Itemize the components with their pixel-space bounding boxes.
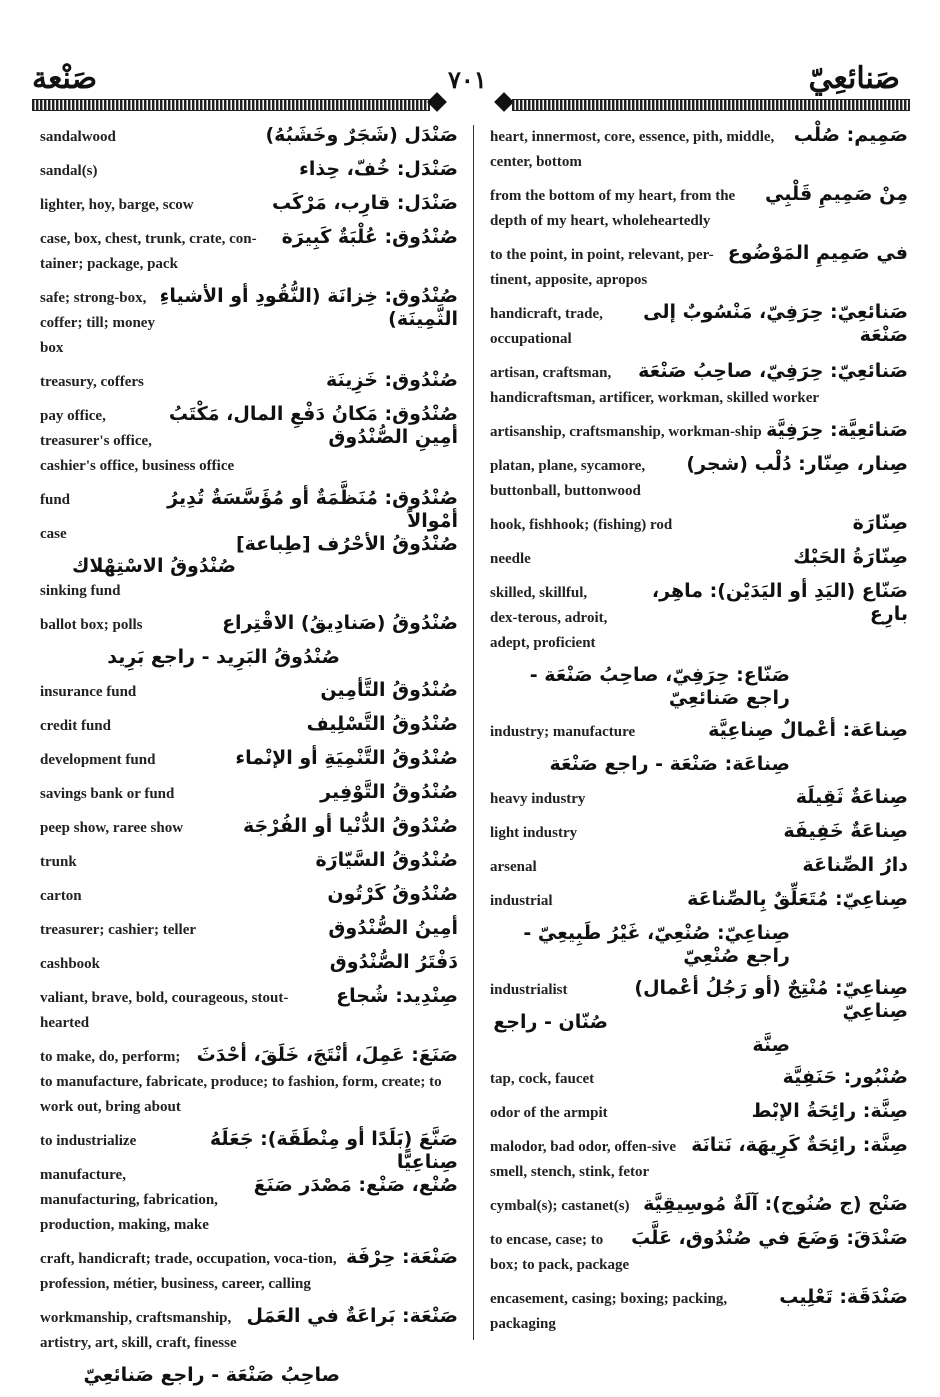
dictionary-entry: [40, 403, 458, 478]
dictionary-entry: [490, 580, 908, 655]
arabic-headword: صِنْدِيد: شُجاع: [336, 985, 458, 1007]
english-definition: artisan, craftsman, handicraftsman, artificer, workman, skilled worker: [490, 365, 820, 406]
dictionary-entry: [490, 719, 908, 744]
arabic-headword: صَنائعِيَّة: حِرَفِيَّة: [766, 419, 908, 441]
arabic-headword: في صَمِيمِ المَوْضُوع: [727, 242, 908, 264]
arabic-headword: صَنْدَقَة: تَعْلِيب: [779, 1286, 908, 1308]
arabic-headword: صِنَّة: رائِحَةُ الإبْط: [751, 1100, 908, 1122]
dictionary-entry: [40, 1162, 458, 1237]
column-divider: [473, 125, 474, 1340]
arabic-headword: صَنْدَل: قارِب، مَرْكَب: [272, 192, 458, 214]
english-definition: pay office, treasurer's office, cashier's office, business office: [40, 408, 235, 474]
dictionary-entry: [40, 747, 458, 772]
dictionary-entry: [40, 951, 458, 976]
english-definition: industrial: [490, 893, 553, 909]
dictionary-entry: [490, 183, 908, 233]
dictionary-entry: [490, 786, 908, 811]
english-definition: tap, cock, faucet: [490, 1071, 595, 1087]
english-definition: carton: [40, 888, 82, 904]
arabic-headword: صُنْدُوق: عُلْبَةٌ كَبِيرَة: [281, 226, 458, 248]
right-running-headword: صَنائعِيّ: [808, 61, 900, 96]
arabic-headword: صَنّاع: حِرَفِيّ، صاحِبُ صَنْعَة - راجع صَنائعِيّ: [529, 664, 790, 709]
dictionary-entry: [40, 285, 458, 360]
english-definition: case, box, chest, trunk, crate, con-tainer; package, pack: [40, 231, 257, 272]
english-definition: heavy industry: [490, 791, 586, 807]
arabic-headword: أمِينُ الصُّنْدُوق: [328, 917, 458, 939]
arabic-headword: صُنْدُوقُ السَّيّارَة: [315, 849, 458, 871]
dictionary-entry: [490, 546, 908, 571]
dictionary-entry: [40, 713, 458, 738]
arabic-headword: صَمِيم: صُلْب: [793, 124, 908, 146]
arabic-headword: صِناعَة: أعْمالٌ صِناعِيَّة: [708, 719, 908, 741]
dictionary-entry: [40, 1305, 458, 1355]
arabic-headword: صَنَعَ: عَمِلَ، أنْتَجَ، خَلَقَ، أحْدَثَ: [196, 1044, 458, 1066]
dictionary-entry: [490, 664, 908, 710]
english-definition: hook, fishhook; (fishing) rod: [490, 517, 673, 533]
english-definition: heart, innermost, core, essence, pith, middle, center, bottom: [490, 129, 775, 170]
arabic-headword: صاحِبُ صَنْعَة - راجع صَنائعِيّ: [83, 1364, 340, 1386]
arabic-headword: صَنائعِيّ: حِرَفِيّ، مَنْسُوبٌ إلى صَنْعَة: [643, 301, 908, 346]
english-definition: ballot box; polls: [40, 617, 143, 633]
english-definition: sandalwood: [40, 129, 116, 145]
rule-diamond-ornament: [427, 92, 447, 112]
dictionary-entry: [40, 646, 458, 670]
arabic-headword: صِناعَةٌ خَفِيفَة: [783, 820, 908, 842]
arabic-headword: صِنَّة: رائِحَةٌ كَرِيهَة، نَتانَة: [691, 1134, 908, 1156]
header-rule-left: [32, 99, 430, 111]
dictionary-entry: [40, 124, 458, 149]
dictionary-entry: [40, 883, 458, 908]
english-definition: to encase, case; to box; to pack, package: [490, 1232, 630, 1273]
arabic-headword: صَنّاع (اليَدِ أو اليَدَيْن): ماهِر، بارِع: [651, 580, 908, 625]
english-definition: light industry: [490, 825, 578, 841]
dictionary-entry: [490, 888, 908, 913]
english-definition: industrialist: [490, 982, 568, 998]
english-definition: development fund: [40, 752, 156, 768]
arabic-headword: صُنْع، صَنْع: مَصْدَر صَنَعَ: [253, 1174, 458, 1196]
english-definition: to make, do, perform; to manufacture, fabricate, produce; to fashion, form, create; to work out, bring about: [40, 1049, 442, 1115]
english-definition: to industrialize: [40, 1133, 137, 1149]
dictionary-entry: [40, 226, 458, 276]
arabic-headword: صَنْدَقَ: وَضَعَ في صُنْدُوق، عَلَّبَ: [631, 1227, 908, 1249]
arabic-headword: صُنْدُوقُ الأحْرُف [طِباعة]: [235, 533, 458, 555]
dictionary-entry: [40, 487, 458, 532]
rule-diamond-ornament: [494, 92, 514, 112]
left-column: [40, 124, 458, 1397]
dictionary-entry: [490, 753, 908, 777]
dictionary-entry: [40, 917, 458, 942]
arabic-headword: صَنَّعَ (بَلَدًا أو مِنْطَقَة): جَعَلَهُ صِناعِيًّا: [209, 1128, 458, 1173]
left-running-headword: صَنْعة: [32, 61, 98, 96]
arabic-headword: صُنْبُور: حَنَفِيَّة: [782, 1066, 908, 1088]
dictionary-entry: [490, 124, 908, 174]
english-definition: arsenal: [490, 859, 537, 875]
english-definition: workmanship, craftsmanship, artistry, art, skill, craft, finesse: [40, 1310, 237, 1351]
dictionary-entry: [490, 1011, 908, 1057]
page-header: [0, 55, 940, 105]
dictionary-entry: [490, 360, 908, 410]
arabic-headword: صِنار، صِنّار: دُلْب (شجر): [686, 453, 908, 475]
english-definition: safe; strong-box, coffer; till; money box: [40, 290, 155, 356]
dictionary-entry: [490, 922, 908, 968]
dictionary-entry: [40, 679, 458, 704]
dictionary-entry: [40, 1044, 458, 1119]
arabic-headword: صُنْدُوقُ الدُّنْيا أو الفُرْجَة: [242, 815, 458, 837]
arabic-headword: صُنْدُوقُ (صَنادِيقُ) الاقْتِراع: [222, 612, 458, 634]
dictionary-entry: [40, 612, 458, 637]
arabic-headword: مِنْ صَمِيمِ قَلْبِي: [764, 183, 908, 205]
arabic-headword: دَفْتَرُ الصُّنْدُوق: [329, 951, 458, 973]
arabic-headword: صُنْدُوق: خَزِينَة: [325, 369, 458, 391]
english-definition: valiant, brave, bold, courageous, stout-hearted: [40, 990, 289, 1031]
dictionary-entry: [40, 1246, 458, 1296]
english-definition: treasury, coffers: [40, 374, 144, 390]
arabic-headword: صِنّارَةُ الحَبْك: [793, 546, 908, 568]
english-definition: handicraft, trade, occupational: [490, 306, 603, 347]
dictionary-entry: [490, 854, 908, 879]
arabic-headword: صَنْعَة: بَراعَةٌ في العَمَل: [246, 1305, 458, 1327]
english-definition: skilled, skillful, dex-terous, adroit, adept, proficient: [490, 585, 608, 651]
dictionary-entry: [490, 453, 908, 503]
arabic-headword: صُنْدُوق: خِزانَة (النُّقُودِ أو الأشياءِ الثَّمِينَة): [159, 285, 458, 330]
english-definition: needle: [490, 551, 531, 567]
arabic-headword: صَنْعَة: حِرْفَة: [345, 1246, 458, 1268]
english-definition: odor of the armpit: [490, 1105, 608, 1121]
dictionary-entry: [490, 419, 908, 444]
english-definition: malodor, bad odor, offen-sive smell, stench, stink, fetor: [490, 1139, 676, 1180]
dictionary-entry: [490, 977, 908, 1022]
arabic-headword: صُنّان - راجع صِنَّة: [493, 1011, 790, 1056]
arabic-headword: صُنْدُوق: مُنَظَّمَةٌ أو مُؤَسَّسَةٌ تُدِيرُ أمْوالاً: [167, 487, 458, 532]
dictionary-entry: [490, 1066, 908, 1091]
dictionary-entry: [40, 815, 458, 840]
english-definition: cymbal(s); castanet(s): [490, 1198, 630, 1214]
english-definition: cashbook: [40, 956, 101, 972]
arabic-headword: صِناعَةٌ ثَقِيلَة: [795, 786, 908, 808]
dictionary-entry: [40, 192, 458, 217]
arabic-headword: صَنْدَل (شَجَرٌ وخَشَبُهُ): [265, 124, 458, 146]
english-definition: treasurer; cashier; teller: [40, 922, 197, 938]
dictionary-entry: [490, 820, 908, 845]
arabic-headword: صَنْدَل: خُفّ، حِذاء: [299, 158, 458, 180]
english-definition: manufacture, manufacturing, fabrication, production, making, make: [40, 1167, 218, 1233]
dictionary-entry: [40, 158, 458, 183]
english-definition: peep show, raree show: [40, 820, 184, 836]
dictionary-entry: [490, 1100, 908, 1125]
arabic-headword: صُنْدُوقُ التَّسْلِيف: [306, 713, 458, 735]
dictionary-entry: [40, 521, 458, 555]
dictionary-entry: [40, 369, 458, 394]
arabic-headword: صِناعِيّ: مُنْتِجٌ (أو رَجُلُ أعْمال) صِناعِيّ: [634, 977, 908, 1022]
english-definition: credit fund: [40, 718, 111, 734]
dictionary-entry: [490, 301, 908, 351]
header-rule-right: [512, 99, 910, 111]
page-number: ٧٠١: [448, 65, 487, 94]
dictionary-entry: [40, 985, 458, 1035]
dictionary-entry: [490, 1134, 908, 1184]
dictionary-entry: [490, 1286, 908, 1336]
dictionary-entry: [40, 781, 458, 806]
english-definition: savings bank or fund: [40, 786, 175, 802]
arabic-headword: صِنّارَة: [852, 512, 908, 534]
dictionary-entry: [40, 1364, 458, 1388]
dictionary-entry: [490, 1227, 908, 1277]
arabic-headword: صَنائعِيّ: حِرَفِيّ، صاحِبُ صَنْعَة: [638, 360, 908, 382]
english-definition: artisanship, craftsmanship, workman-ship: [490, 424, 762, 440]
english-definition: insurance fund: [40, 684, 137, 700]
dictionary-entry: [490, 242, 908, 292]
dictionary-entry: [40, 1128, 458, 1173]
arabic-headword: صُنْدُوقُ البَرِيد - راجع بَرِيد: [107, 646, 340, 668]
arabic-headword: صُنْدُوق: مَكانُ دَفْعِ المال، مَكْتَبُ أمِينِ الصُّنْدُوق: [168, 403, 458, 448]
english-definition: to the point, in point, relevant, per-tinent, apposite, apropos: [490, 247, 714, 288]
english-definition: industry; manufacture: [490, 724, 636, 740]
arabic-headword: صُنْدُوقُ كَرْتُون: [327, 883, 458, 905]
right-column: [490, 124, 908, 1345]
arabic-headword: صُنْدُوقُ التَّنْمِيَةِ أو الإنْماء: [235, 747, 458, 769]
dictionary-entry: [490, 1193, 908, 1218]
arabic-headword: دارُ الصِّناعَة: [802, 854, 908, 876]
english-definition: sinking fund: [40, 583, 121, 599]
english-definition: platan, plane, sycamore, buttonball, buttonwood: [490, 458, 646, 499]
english-definition: fund: [40, 492, 71, 508]
dictionary-entry: [40, 849, 458, 874]
arabic-headword: صَنْج (ج صُنُوج): آلَةٌ مُوسِيقِيَّة: [643, 1193, 908, 1215]
english-definition: lighter, hoy, barge, scow: [40, 197, 194, 213]
english-definition: sandal(s): [40, 163, 98, 179]
arabic-headword: صُنْدُوقُ الاسْتِهْلاك: [71, 555, 236, 577]
dictionary-entry: [490, 512, 908, 537]
arabic-headword: صُنْدُوقُ التَّأمِين: [320, 679, 458, 701]
dictionary-entry: [40, 555, 458, 603]
arabic-headword: صِناعِيّ: صُنْعِيّ، غَيْرُ طَبِيعِيّ - راجع صُنْعِيّ: [523, 922, 790, 967]
english-definition: encasement, casing; boxing; packing, packaging: [490, 1291, 728, 1332]
english-definition: craft, handicraft; trade, occupation, voca-tion, profession, métier, business, career, calling: [40, 1251, 337, 1292]
english-definition: trunk: [40, 854, 77, 870]
english-definition: from the bottom of my heart, from the depth of my heart, wholeheartedly: [490, 188, 736, 229]
arabic-headword: صِناعَة: صَنْعَة - راجع صَنْعَة: [549, 753, 790, 775]
english-definition: case: [40, 526, 67, 542]
arabic-headword: صُنْدُوقُ التَّوْفِير: [320, 781, 458, 803]
arabic-headword: صِناعِيّ: مُتَعَلِّقٌ بِالصِّناعَة: [687, 888, 908, 910]
